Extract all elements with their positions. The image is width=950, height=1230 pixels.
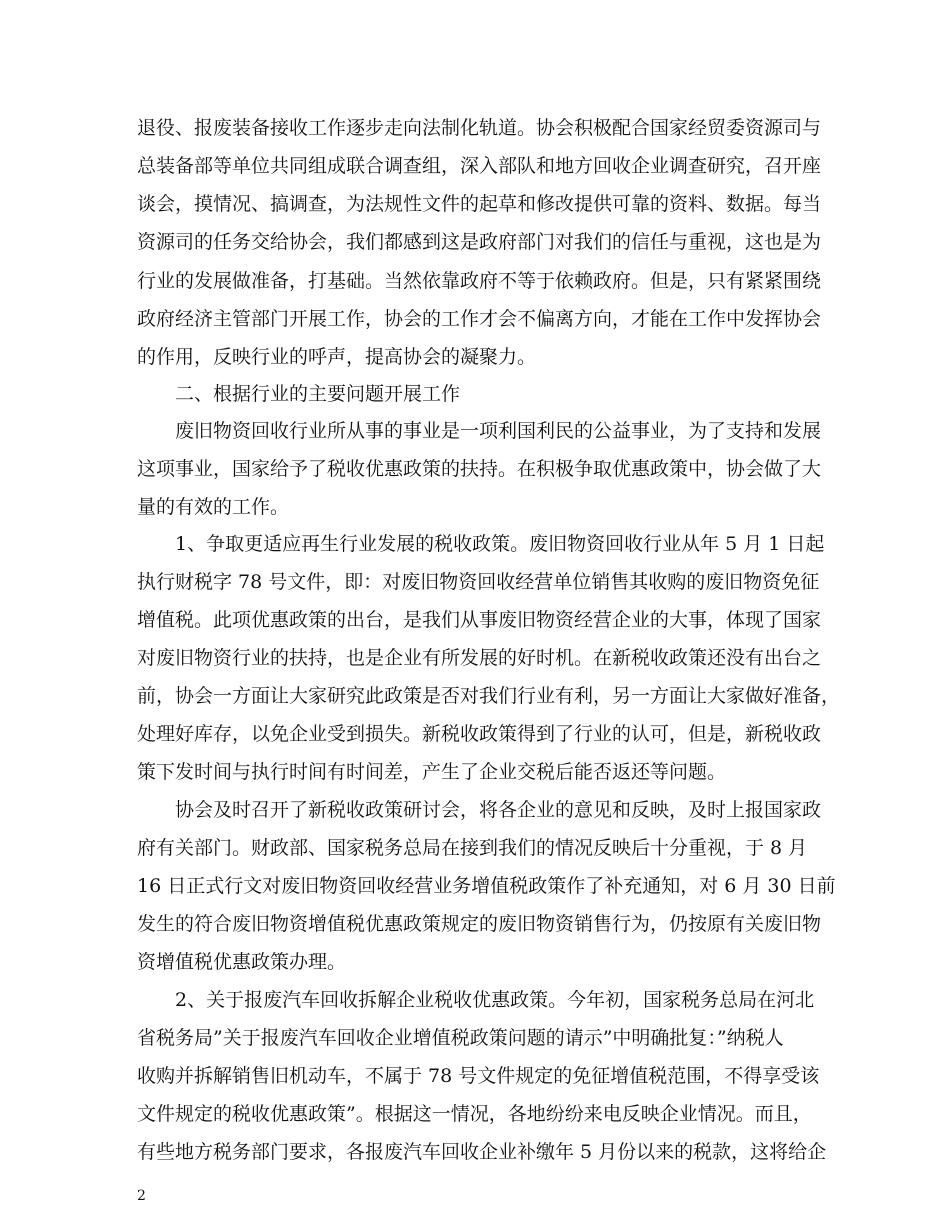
text-line: 收购并拆解销售旧机动车，不属于 78 号文件规定的免征增值税范围，不得享受该	[137, 1065, 820, 1087]
text-line: 策下发时间与执行时间有时间差，产生了企业交税后能否返还等问题。	[137, 761, 727, 783]
text-line: 政府经济主管部门开展工作，协会的工作才会不偏离方向，才能在工作中发挥协会	[137, 308, 822, 330]
text-line: 处理好库存，以免企业受到损失。新税收政策得到了行业的认可，但是，新税收政	[137, 723, 822, 745]
text-line: 对废旧物资行业的扶持，也是企业有所发展的好时机。在新税收政策还没有出台之	[137, 647, 822, 669]
text-line: 这项事业，国家给予了税收优惠政策的扶持。在积极争取优惠政策中，协会做了大	[137, 458, 822, 480]
text-line: 的作用，反映行业的呼声，提高协会的凝聚力。	[137, 346, 537, 368]
text-line: 文件规定的税收优惠政策”。根据这一情况，各地纷纷来电反映企业情况。而且，	[137, 1103, 812, 1125]
text-line: 废旧物资回收行业所从事的事业是一项利国利民的公益事业，为了支持和发展	[175, 420, 822, 442]
text-line: 省税务局”关于报废汽车回收企业增值税政策问题的请示”中明确批复：”纳税人	[137, 1027, 784, 1049]
text-line: 1、争取更适应再生行业发展的税收政策。废旧物资回收行业从年 5 月 1 日起	[175, 533, 825, 555]
text-line: 二、根据行业的主要问题开展工作	[175, 383, 461, 405]
text-line: 府有关部门。财政部、国家税务总局在接到我们的情况反映后十分重视，于 8 月	[137, 837, 808, 859]
text-line: 量的有效的工作。	[137, 496, 290, 518]
text-line: 行业的发展做准备，打基础。当然依靠政府不等于依赖政府。但是，只有紧紧围绕	[137, 270, 822, 292]
text-line: 发生的符合废旧物资增值税优惠政策规定的废旧物资销售行为，仍按原有关废旧物	[137, 913, 822, 935]
page-number: 2	[137, 1188, 146, 1204]
text-line: 增值税。此项优惠政策的出台，是我们从事废旧物资经营企业的大事，体现了国家	[137, 609, 822, 631]
text-line: 有些地方税务部门要求，各报废汽车回收企业补缴年 5 月份以来的税款，这将给企	[137, 1141, 827, 1163]
text-line: 协会及时召开了新税收政策研讨会，将各企业的意见和反映，及时上报国家政	[175, 799, 822, 821]
text-line: 资增值税优惠政策办理。	[137, 951, 347, 973]
text-line: 执行财税字 78 号文件，即：对废旧物资回收经营单位销售其收购的废旧物资免征	[137, 571, 820, 593]
text-line: 退役、报废装备接收工作逐步走向法制化轨道。协会积极配合国家经贸委资源司与	[137, 117, 822, 139]
text-line: 2、关于报废汽车回收拆解企业税收优惠政策。今年初，国家税务总局在河北	[175, 989, 815, 1011]
text-line: 前，协会一方面让大家研究此政策是否对我们行业有利，另一方面让大家做好准备，	[137, 685, 841, 707]
text-line: 谈会，摸情况、搞调查，为法规性文件的起草和修改提供可靠的资料、数据。每当	[137, 193, 822, 215]
text-line: 资源司的任务交给协会，我们都感到这是政府部门对我们的信任与重视，这也是为	[137, 231, 822, 253]
text-line: 总装备部等单位共同组成联合调查组，深入部队和地方回收企业调查研究，召开座	[137, 155, 822, 177]
text-line: 16 日正式行文对废旧物资回收经营业务增值税政策作了补充通知，对 6 月 30 日前	[137, 875, 836, 897]
